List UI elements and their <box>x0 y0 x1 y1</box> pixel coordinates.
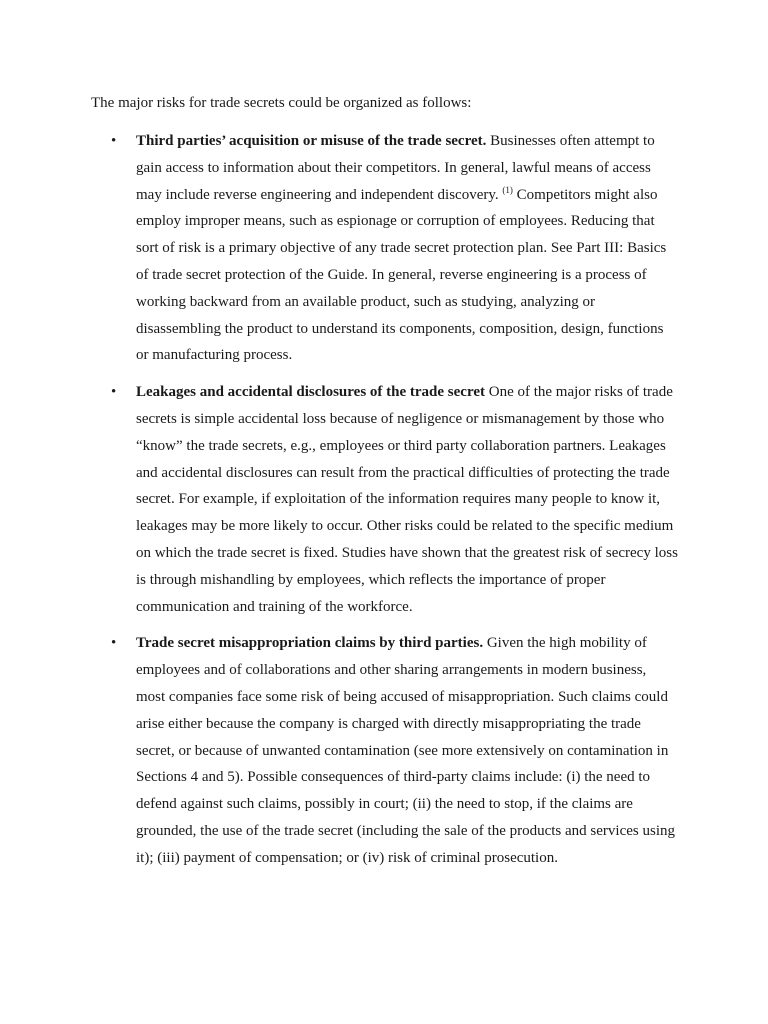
risk-list <box>0 128 768 882</box>
risk-body: One of the major risks of trade secrets is simple accidental loss because of negligence or mismanagement by those who “know” the trade secrets, e.g., employees or third party collaboration partners. Leakages and accidental disclosures can result from the practical difficulties of protecting the trade secret. For example, if exploitation of the information requires many people to know it, leakages may be more likely to occur. Other risks could be related to the specific medium on which the trade secret is fixed. Studies have shown that the greatest risk of secrecy loss is through mishandling by employees, which reflects the importance of proper communication and training of the workforce. <box>136 384 678 615</box>
bullet-icon: • <box>111 384 117 401</box>
bullet-icon: • <box>111 635 117 652</box>
risk-title: Trade secret misappropriation claims by third parties. <box>136 635 484 652</box>
risk-body: Given the high mobility of employees and of collaborations and other sharing arrangements in modern business, most companies face some risk of being accused of misappropriation. Such claims could arise either because the company is charged with directly misappropriating the trade secret, or because of unwanted contamination (see more extensively on contamination in Sections 4 and 5). Possible consequences of third-party claims include: (i) the need to defend against such claims, possibly in court; (ii) the need to stop, if the claims are grounded, the use of the trade secret (including the sale of the products and services using it); (iii) payment of compensation; or (iv) risk of criminal prosecution. <box>136 635 675 866</box>
risk-item-third-party-acquisition <box>0 128 678 369</box>
risk-title: Third parties’ acquisition or misuse of the trade secret. <box>136 133 487 149</box>
bullet-icon: • <box>111 133 117 149</box>
risk-item-leakages <box>0 379 678 620</box>
risk-body: Businesses often attempt to gain access to information about their competitors. In general, lawful means of access may include reverse engineering and independent discovery. <box>136 133 655 203</box>
risk-body-continued: Competitors might also employ improper means, such as espionage or corruption of employees. Reducing that sort of risk is a primary objective of any trade secret protection plan. See Part III: Basics of trade secret protection of the Guide. In general, reverse engineering is a process of working backward from an available product, such as studying, analyzing or disassembling the product to understand its components, composition, design, functions or manufacturing process. <box>136 186 667 364</box>
footnote-reference[interactable]: (1) <box>502 184 513 195</box>
risk-title: Leakages and accidental disclosures of the trade secret <box>136 384 485 401</box>
intro-paragraph: The major risks for trade secrets could be organized as follows: <box>91 95 472 111</box>
risk-item-misappropriation-claims <box>0 630 678 871</box>
